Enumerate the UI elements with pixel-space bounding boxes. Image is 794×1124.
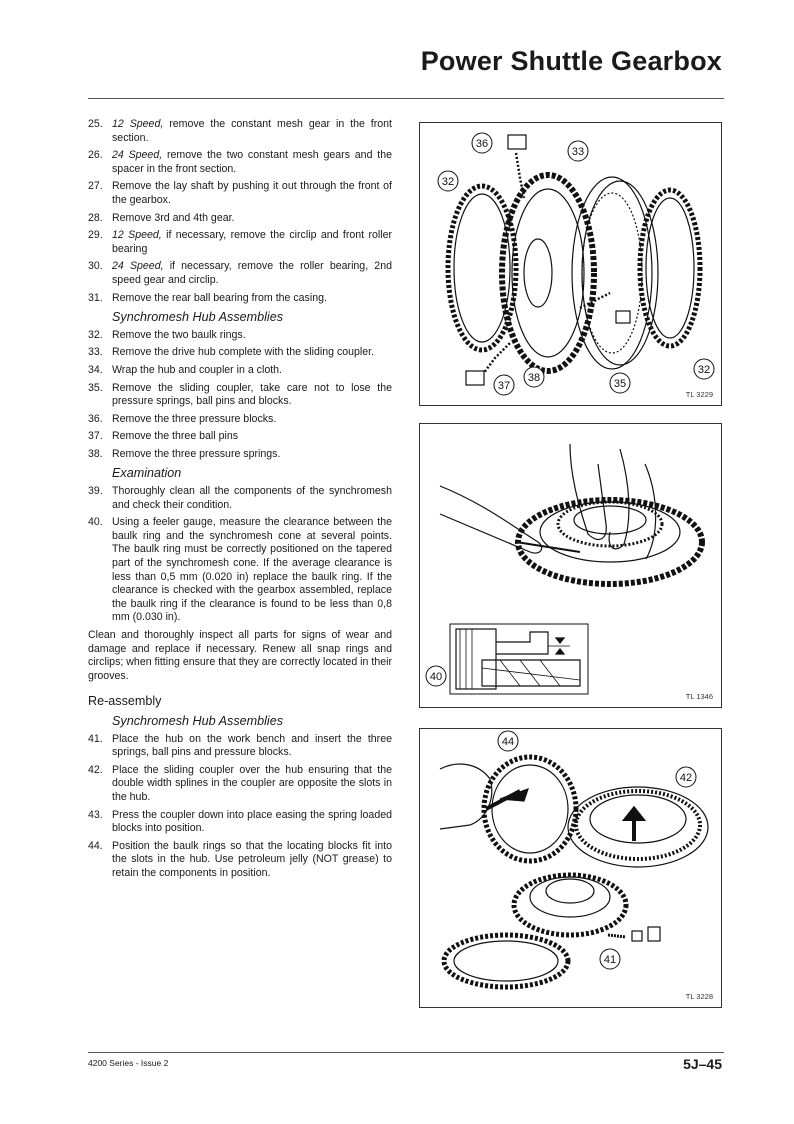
list-item — [88, 430, 392, 444]
list-item — [88, 413, 392, 427]
step-number: 34. — [88, 363, 103, 376]
list-item — [88, 329, 392, 343]
list-item — [88, 382, 392, 409]
step-number: 36. — [88, 412, 103, 425]
step-emphasis: 24 Speed, — [112, 260, 164, 273]
figure-ref: TL 3229 — [685, 390, 713, 399]
step-text: Remove the three ball pins — [112, 430, 239, 443]
figure-ref: TL 1346 — [685, 692, 713, 701]
step-number: 39. — [88, 485, 103, 498]
callout-32-right — [694, 359, 714, 379]
svg-text:32: 32 — [441, 176, 455, 188]
steps-list-c — [88, 485, 392, 625]
figure-synchro-exploded — [419, 122, 722, 406]
step-text: Using a feeler gauge, measure the clearance between the baulk ring and the synchromesh cone at several points. The baulk ring must be correctly positioned on the tapered part of the synchromesh cone. If the average clearance is less than 0,5 mm (0.020 in) replace the baulk ring. If the clearance is checked with the gearbox assembled, replace the baulk ring if the clearance is found to be less than 0,8 mm (0.030 in). — [112, 516, 392, 624]
callout-42 — [676, 767, 696, 787]
callout-38 — [524, 367, 544, 387]
svg-text:40: 40 — [429, 671, 443, 683]
heading-reassembly: Re-assembly — [88, 694, 162, 709]
svg-text:36: 36 — [475, 138, 489, 150]
step-number: 27. — [88, 180, 103, 193]
figure-ref: TL 3228 — [685, 992, 713, 1001]
list-item — [88, 516, 392, 625]
step-text: Position the baulk rings so that the locating blocks fit into the slots in the hub. Use petroleum jelly (NOT grease) to retain the components in position. — [112, 839, 392, 879]
step-number: 30. — [88, 260, 103, 273]
step-number: 33. — [88, 346, 103, 359]
list-item — [88, 260, 392, 287]
step-text: Remove the lay shaft by pushing it out through the front of the gearbox. — [112, 180, 392, 206]
step-number: 44. — [88, 839, 103, 852]
step-text: Wrap the hub and coupler in a cloth. — [112, 363, 283, 376]
step-text: if necessary, remove the circlip and front roller bearing — [112, 229, 392, 255]
reassembly-illustration — [420, 729, 721, 1007]
step-text: Remove the sliding coupler, take care not to lose the pressure springs, ball pins and blocks. — [112, 381, 392, 408]
list-item — [88, 764, 392, 805]
steps-list-a — [88, 118, 392, 305]
step-text: Place the hub on the work bench and insert the three springs, ball pins and pressure blocks. — [112, 732, 392, 759]
callout-37 — [494, 375, 514, 395]
text-column — [88, 118, 392, 885]
figure-feeler-gauge — [419, 423, 722, 708]
step-number: 35. — [88, 381, 103, 394]
subheading-synchromesh: Synchromesh Hub Assemblies — [112, 310, 284, 325]
subheading-examination: Examination — [112, 466, 182, 481]
svg-text:38: 38 — [527, 372, 541, 384]
list-item — [88, 118, 392, 145]
step-number: 25. — [88, 118, 103, 130]
step-text: remove the constant mesh gear in the front section. — [112, 118, 392, 144]
list-item — [88, 149, 392, 176]
step-text: Thoroughly clean all the components of the synchromesh and check their condition. — [112, 485, 392, 511]
step-text: Remove the three pressure blocks. — [112, 412, 277, 425]
step-emphasis: 12 Speed, — [112, 118, 164, 130]
step-number: 29. — [88, 229, 103, 242]
step-number: 31. — [88, 291, 103, 304]
step-number: 26. — [88, 149, 103, 162]
list-item — [88, 733, 392, 760]
footer-rule — [88, 1052, 724, 1053]
step-number: 37. — [88, 430, 103, 443]
list-item — [88, 485, 392, 512]
svg-text:42: 42 — [679, 772, 693, 784]
callout-44 — [498, 731, 518, 751]
list-item — [88, 448, 392, 462]
step-number: 40. — [88, 516, 103, 529]
step-number: 28. — [88, 211, 103, 224]
list-item — [88, 212, 392, 226]
page-number: 5J–45 — [683, 1056, 722, 1072]
step-text: if necessary, remove the roller bearing, 2nd speed gear and circlip. — [112, 260, 392, 286]
svg-text:37: 37 — [497, 380, 511, 392]
steps-list-d — [88, 733, 392, 881]
step-number: 43. — [88, 808, 103, 821]
exploded-assembly-illustration — [420, 123, 721, 405]
subheading-synchromesh-reassembly: Synchromesh Hub Assemblies — [112, 713, 284, 728]
step-number: 32. — [88, 328, 103, 341]
step-text: Remove the rear ball bearing from the casing. — [112, 291, 327, 304]
step-number: 38. — [88, 447, 103, 460]
list-item — [88, 346, 392, 360]
step-text: Remove the three pressure springs. — [112, 447, 281, 460]
svg-text:44: 44 — [501, 736, 515, 748]
step-number: 41. — [88, 732, 103, 745]
svg-text:33: 33 — [571, 146, 585, 158]
svg-text:35: 35 — [613, 378, 627, 390]
page-title: Power Shuttle Gearbox — [420, 46, 722, 76]
step-text: Remove the drive hub complete with the sliding coupler. — [112, 346, 375, 359]
callout-40 — [426, 666, 446, 686]
step-text: remove the two constant mesh gears and the spacer in the front section. — [112, 149, 392, 175]
list-item — [88, 840, 392, 881]
svg-text:41: 41 — [603, 954, 617, 966]
step-text: Place the sliding coupler over the hub ensuring that the double width splines in the coupler are opposite the slots in the hub. — [112, 763, 392, 803]
list-item — [88, 292, 392, 306]
step-number: 42. — [88, 763, 103, 776]
callout-32-left — [438, 171, 458, 191]
step-text: Press the coupler down into place easing the spring loaded blocks into position. — [112, 808, 392, 835]
list-item — [88, 364, 392, 378]
figure-reassembly — [419, 728, 722, 1008]
step-text: Remove the two baulk rings. — [112, 328, 246, 341]
list-item — [88, 229, 392, 256]
steps-list-b — [88, 329, 392, 462]
step-emphasis: 24 Speed, — [112, 149, 163, 162]
callout-33 — [568, 141, 588, 161]
callout-35 — [610, 373, 630, 393]
inspection-paragraph: Clean and thoroughly inspect all parts for signs of wear and damage and replace if necessary. Renew all snap rings and circlips; when fitting ensure that they are correctly located in their grooves. — [88, 629, 392, 682]
footer-series: 4200 Series - Issue 2 — [88, 1058, 169, 1068]
header-rule — [88, 98, 724, 99]
callout-36 — [472, 133, 492, 153]
step-emphasis: 12 Speed, — [112, 229, 162, 242]
feeler-gauge-illustration — [420, 424, 721, 707]
list-item — [88, 180, 392, 207]
svg-text:32: 32 — [697, 364, 711, 376]
list-item — [88, 809, 392, 836]
callout-41 — [600, 949, 620, 969]
step-text: Remove 3rd and 4th gear. — [112, 211, 235, 224]
